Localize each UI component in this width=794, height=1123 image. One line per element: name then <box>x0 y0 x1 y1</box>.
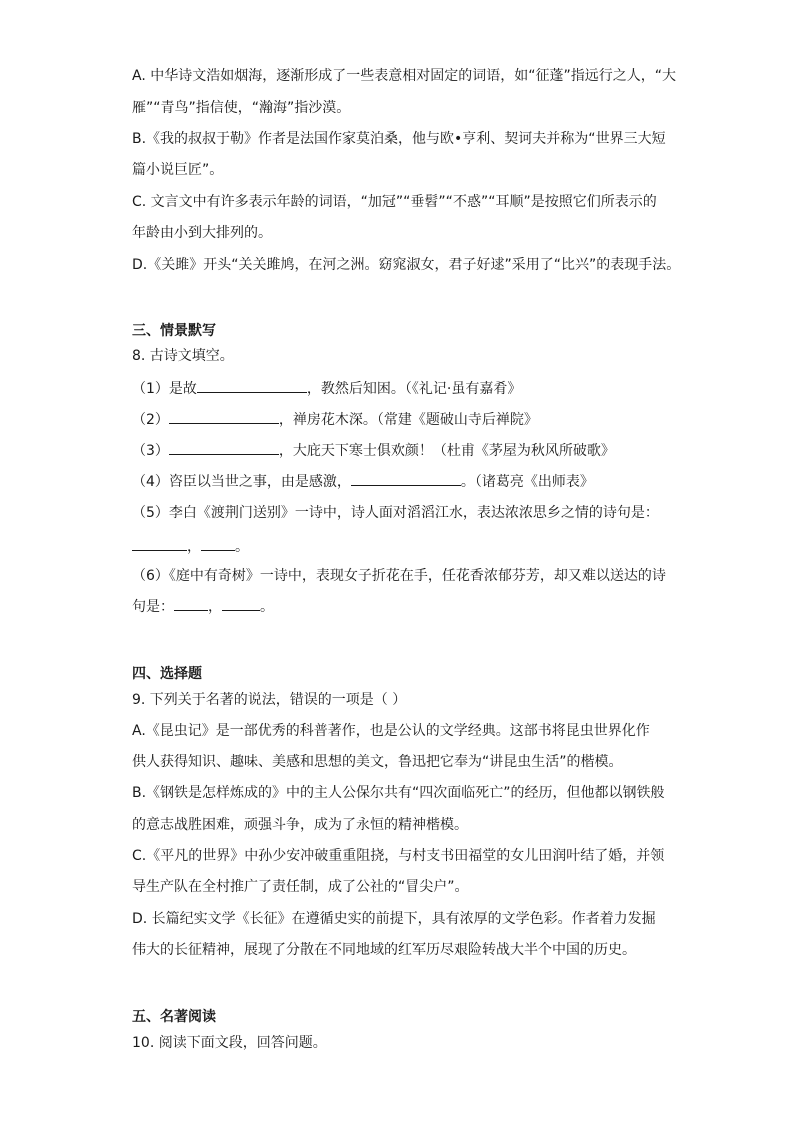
q9-option-b-line2: 的意志战胜困难，顽强斗争，成为了永恒的精神楷模。 <box>132 817 468 833</box>
q8-item-5-sep: ， <box>187 539 201 555</box>
q9-option-b-line1: B.《钢铁是怎样炼成的》中的主人公保尔共有“四次面临死亡”的经历，但他都以钢铁般 <box>132 785 665 801</box>
q8-item-1-post: ，教然后知困。（《礼记·虽有嘉肴》 <box>306 381 522 397</box>
q8-item-6-sep: ， <box>208 599 222 615</box>
q7-option-b-line1: B.《我的叔叔于勒》作者是法国作家莫泊桑，他与欧•亨利、契诃夫并称为“世界三大短 <box>132 131 666 147</box>
q7-option-a-line2: 雁”“青鸟”指信使，“瀚海”指沙漠。 <box>132 100 351 116</box>
q9-option-a-line1: A.《昆虫记》是一部优秀的科普著作，也是公认的文学经典。这部书将昆虫世界化作 <box>132 723 650 739</box>
q8-item-2 <box>132 409 538 430</box>
section5-title: 五、名著阅读 <box>132 1009 216 1025</box>
q9-option-d-line1: D. 长篇纪实文学《长征》在遵循史实的前提下，具有浓厚的文学色彩。作者着力发掘 <box>132 911 656 927</box>
q8-item-1 <box>132 378 521 399</box>
section3-title: 三、情景默写 <box>132 323 216 339</box>
q8-item-6-line1: （6）《庭中有奇树》一诗中，表现女子折花在手，任花香浓郁芬芳，却又难以送达的诗 <box>132 568 666 584</box>
q8-item-1-blank <box>197 378 307 393</box>
q9-stem: 9. 下列关于名著的说法，错误的一项是（ ） <box>132 692 407 708</box>
q8-item-2-pre: （2） <box>132 412 169 428</box>
q7-option-a-line1: A. 中华诗文浩如烟海，逐渐形成了一些表意相对固定的词语，如“征蓬”指远行之人，“大 <box>132 68 676 84</box>
q8-item-4-post: 。（诸葛亮《出师表》 <box>460 474 594 490</box>
q8-item-6-end: 。 <box>260 599 274 615</box>
q8-item-3 <box>132 440 615 461</box>
section4-title: 四、选择题 <box>132 666 202 682</box>
q8-item-5-blank-1 <box>132 536 187 551</box>
q8-item-4-blank <box>351 471 461 486</box>
q9-option-c-line1: C.《平凡的世界》中孙少安冲破重重阻挠，与村支书田福堂的女儿田润叶结了婚，并领 <box>132 848 665 864</box>
q8-item-3-post: ，大庇天下寒士俱欢颜！（杜甫《茅屋为秋风所破歌》 <box>278 443 615 459</box>
q9-option-a-line2: 供人获得知识、趣味、美感和思想的美文，鲁迅把它奉为“讲昆虫生活”的楷模。 <box>132 754 623 770</box>
q10-stem: 10. 阅读下面文段，回答问题。 <box>132 1035 327 1051</box>
q8-item-1-pre: （1）是故 <box>132 381 197 397</box>
q7-option-c-line1: C. 文言文中有许多表示年龄的词语，“加冠”“垂髫”“不惑”“耳顺”是按照它们所表示的 <box>132 194 657 210</box>
q8-item-5-blank-2 <box>201 536 235 551</box>
q8-item-4 <box>132 471 594 492</box>
q8-item-6-pre: 句是： <box>132 599 174 615</box>
q7-option-d-line1: D.《关雎》开头“关关雎鸠，在河之洲。窈窕淑女，君子好逑”采用了“比兴”的表现手法。 <box>132 257 681 273</box>
q8-item-5-line1: （5）李白《渡荆门送别》一诗中，诗人面对滔滔江水，表达浓浓思乡之情的诗句是： <box>132 505 659 521</box>
q8-item-4-pre: （4）咨臣以当世之事，由是感激， <box>132 474 351 490</box>
q8-item-5-line2 <box>132 536 249 557</box>
q8-item-3-pre: （3） <box>132 443 169 459</box>
q7-option-b-line2: 篇小说巨匠”。 <box>132 162 224 178</box>
q8-item-6-blank-1 <box>174 596 208 611</box>
q8-item-6-blank-2 <box>222 596 260 611</box>
q9-option-c-line2: 导生产队在全村推广了责任制，成了公社的“冒尖户”。 <box>132 879 469 895</box>
q8-item-5-end: 。 <box>235 539 249 555</box>
q8-stem: 8. 古诗文填空。 <box>132 348 234 364</box>
q8-item-2-blank <box>169 409 279 424</box>
q7-option-c-line2: 年龄由小到大排列的。 <box>132 225 272 241</box>
q9-option-d-line2: 伟大的长征精神，展现了分散在不同地域的红军历尽艰险转战大半个中国的历史。 <box>132 942 636 958</box>
q8-item-2-post: ，禅房花木深。（常建《题破山寺后禅院》 <box>278 412 538 428</box>
q8-item-3-blank <box>169 440 279 455</box>
q8-item-6-line2 <box>132 596 274 617</box>
